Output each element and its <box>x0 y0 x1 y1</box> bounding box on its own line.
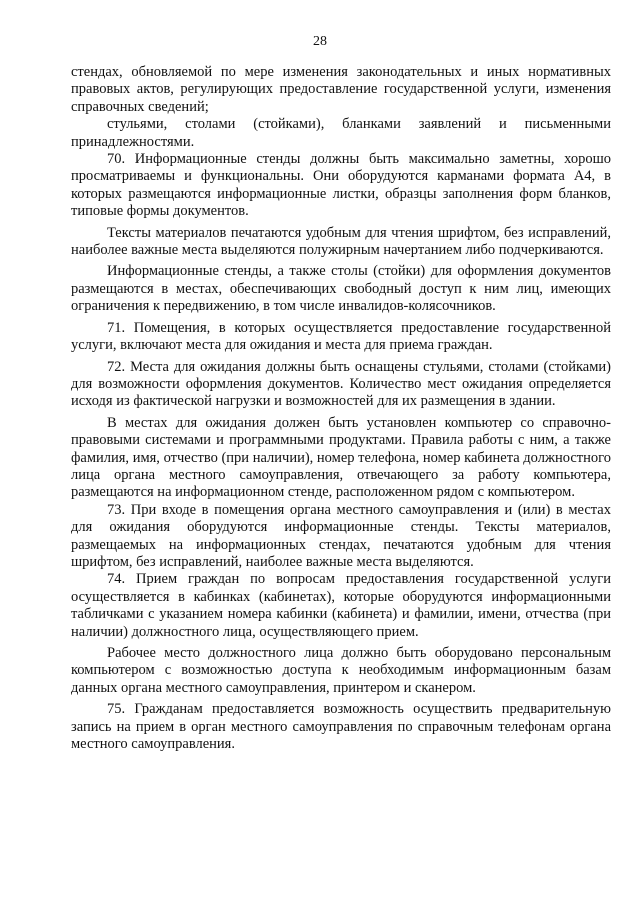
document-body <box>71 64 611 753</box>
paragraph: Информационные стенды, а также столы (стойки) для оформления документов размещаются в местах, обеспечивающих свободный доступ к ним лиц, имеющих ограничения к передвижению, в том числе инвалидов-колясочников. <box>71 263 611 315</box>
paragraph: 72. Места для ожидания должны быть оснащены стульями, столами (стойками) для возможности оформления документов. Количество мест ожидания определяется исходя из фактической нагрузки и возможностей для их размещения в здании. <box>71 358 611 410</box>
paragraph: В местах для ожидания должен быть установлен компьютер со справочно-правовыми системами и программными продуктами. Правила работы с ним, а также фамилия, имя, отчество (при наличии), номер телефона, номер кабинета должностного лица органа местного самоуправления, отвечающего за работу компьютера, размещаются на информационном стенде, расположенном рядом с компьютером. <box>71 414 611 501</box>
paragraph: стульями, столами (стойками), бланками заявлений и письменными принадлежностями. <box>71 116 611 150</box>
paragraph: Рабочее место должностного лица должно быть оборудовано персональным компьютером с возможностью доступа к необходимым информационным базам данных органа местного самоуправления, принтером и сканером. <box>71 645 611 696</box>
paragraph: Тексты материалов печатаются удобным для чтения шрифтом, без исправлений, наиболее важные места выделяются полужирным начертанием либо подчеркиваются. <box>71 224 611 259</box>
paragraph: 70. Информационные стенды должны быть максимально заметны, хорошо просматриваемы и функциональны. Они оборудуются карманами формата А4, в которых размещаются информационные листки, образцы заполнения форм бланков, типовые формы документов. <box>71 151 611 220</box>
page-number: 28 <box>313 34 327 49</box>
paragraph: 73. При входе в помещения органа местного самоуправления и (или) в местах для ожидания оборудуются информационные стенды. Тексты материалов, размещаемых на информационных стендах, печатаются удобным для чтения шрифтом, без исправлений, наиболее важные места выделяются. <box>71 501 611 570</box>
paragraph: стендах, обновляемой по мере изменения законодательных и иных нормативных правовых актов, регулирующих предоставление государственной услуги, изменения справочных сведений; <box>71 64 611 115</box>
paragraph: 75. Гражданам предоставляется возможность осуществить предварительную запись на прием в орган местного самоуправления по справочным телефонам органа местного самоуправления. <box>71 701 611 753</box>
paragraph: 74. Прием граждан по вопросам предоставления государственной услуги осуществляется в кабинках (кабинетах), которые оборудуются информационными табличками с указанием номера кабинки (кабинета) и фамилии, имени, отчества (при наличии) должностного лица, осуществляющего прием. <box>71 571 611 640</box>
paragraph: 71. Помещения, в которых осуществляется предоставление государственной услуги, включают места для ожидания и места для приема граждан. <box>71 319 611 354</box>
